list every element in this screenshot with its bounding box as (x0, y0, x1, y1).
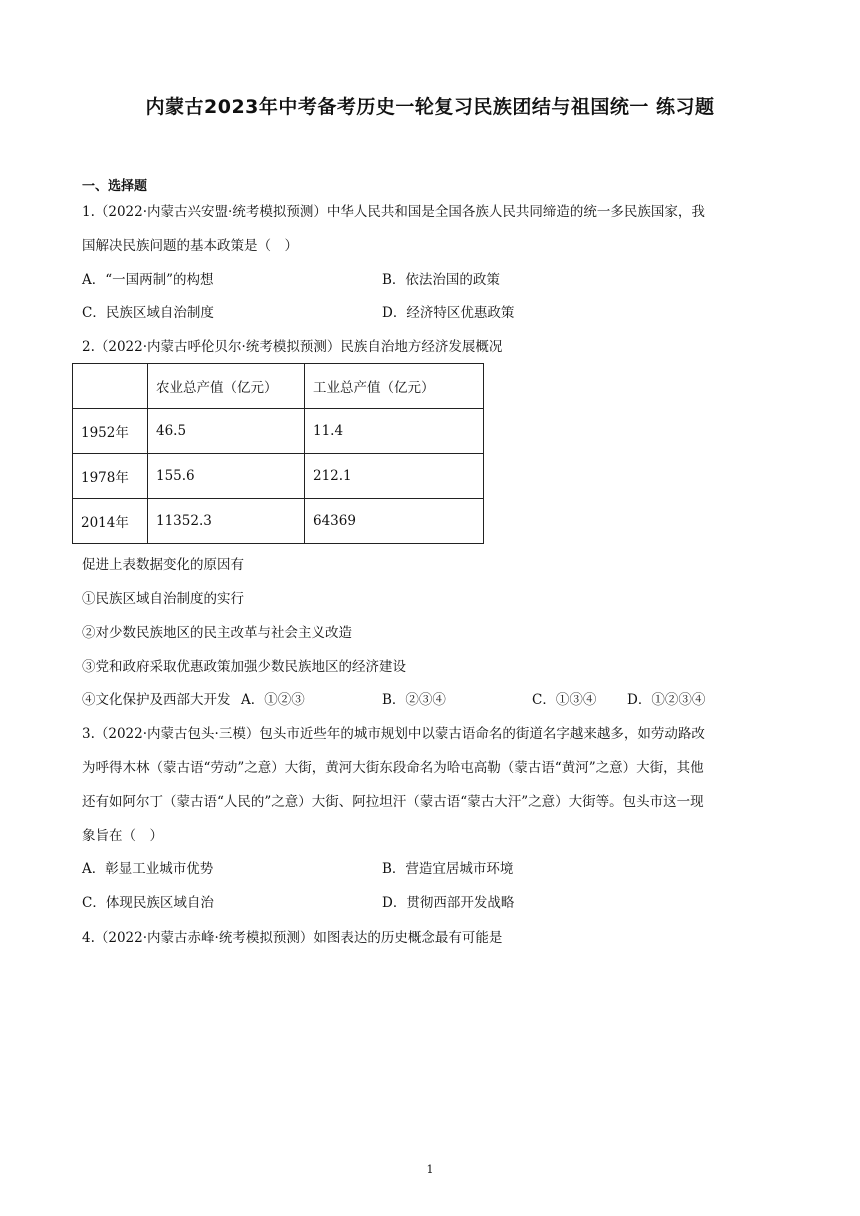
q2-item-1: ①民族区域自治制度的实行 (82, 591, 244, 607)
economy-data-table (72, 363, 484, 544)
table-cell: 155.6 (148, 454, 305, 499)
q2-option-c: C．①③④ (532, 692, 597, 708)
table-header-cell: 农业总产值（亿元） (148, 364, 305, 409)
q2-stem-line-1: 2.（2022·内蒙古呼伦贝尔·统考模拟预测）民族自治地方经济发展概况 (82, 339, 503, 355)
q3-stem-line-4: 象旨在（ ） (82, 828, 163, 844)
table-cell: 64369 (305, 499, 484, 544)
q2-item-3: ③党和政府采取优惠政策加强少数民族地区的经济建设 (82, 659, 406, 675)
table-cell: 11.4 (305, 409, 484, 454)
q1-option-b: B．依法治国的政策 (382, 272, 500, 288)
q2-item-2: ②对少数民族地区的民主改革与社会主义改造 (82, 625, 352, 641)
q3-option-a: A．彰显工业城市优势 (82, 861, 214, 877)
q3-stem-line-1: 3.（2022·内蒙古包头·三模）包头市近些年的城市规划中以蒙古语命名的街道名字越来越多，如劳动路改 (82, 726, 705, 742)
table-cell: 1978年 (73, 454, 148, 499)
table-cell: 212.1 (305, 454, 484, 499)
q3-stem-line-2: 为呼得木林（蒙古语“劳动”之意）大街，黄河大街东段命名为哈屯高勒（蒙古语“黄河”之意）大街，其他 (82, 760, 704, 776)
table-row (73, 499, 484, 544)
q2-option-a: A．①②③ (241, 692, 305, 708)
q2-option-b: B．②③④ (382, 692, 446, 708)
q2-option-d: D．①②③④ (627, 692, 706, 708)
q3-option-b: B．营造宜居城市环境 (382, 861, 514, 877)
q1-stem-line-1: 1.（2022·内蒙古兴安盟·统考模拟预测）中华人民共和国是全国各族人民共同缔造的统一多民族国家，我 (82, 204, 705, 220)
q3-stem-line-3: 还有如阿尔丁（蒙古语“人民的”之意）大街、阿拉坦汗（蒙古语“蒙古大汗”之意）大街等。包头市这一现 (82, 794, 704, 810)
q1-option-d: D．经济特区优惠政策 (382, 305, 515, 321)
table-row (73, 409, 484, 454)
table-cell: 11352.3 (148, 499, 305, 544)
table-row (73, 454, 484, 499)
q2-item-4: ④文化保护及西部大开发 (82, 692, 231, 708)
page-number: 1 (426, 1163, 434, 1176)
table-header-cell (73, 364, 148, 409)
q1-option-c: C．民族区域自治制度 (82, 305, 214, 321)
q4-stem-line-1: 4.（2022·内蒙古赤峰·统考模拟预测）如图表达的历史概念最有可能是 (82, 930, 503, 946)
q1-option-a: A．“一国两制”的构想 (82, 272, 214, 288)
table-header-cell: 工业总产值（亿元） (305, 364, 484, 409)
q3-option-c: C．体现民族区域自治 (82, 895, 214, 911)
table-cell: 2014年 (73, 499, 148, 544)
q3-option-d: D．贯彻西部开发战略 (382, 895, 515, 911)
document-title: 内蒙古2023年中考备考历史一轮复习民族团结与祖国统一 练习题 (145, 96, 715, 118)
q1-stem-line-2: 国解决民族问题的基本政策是（ ） (82, 238, 298, 254)
q2-after-table: 促进上表数据变化的原因有 (82, 557, 244, 573)
table-cell: 1952年 (73, 409, 148, 454)
table-header-row (73, 364, 484, 409)
table-cell: 46.5 (148, 409, 305, 454)
section-heading: 一、选择题 (82, 179, 148, 194)
